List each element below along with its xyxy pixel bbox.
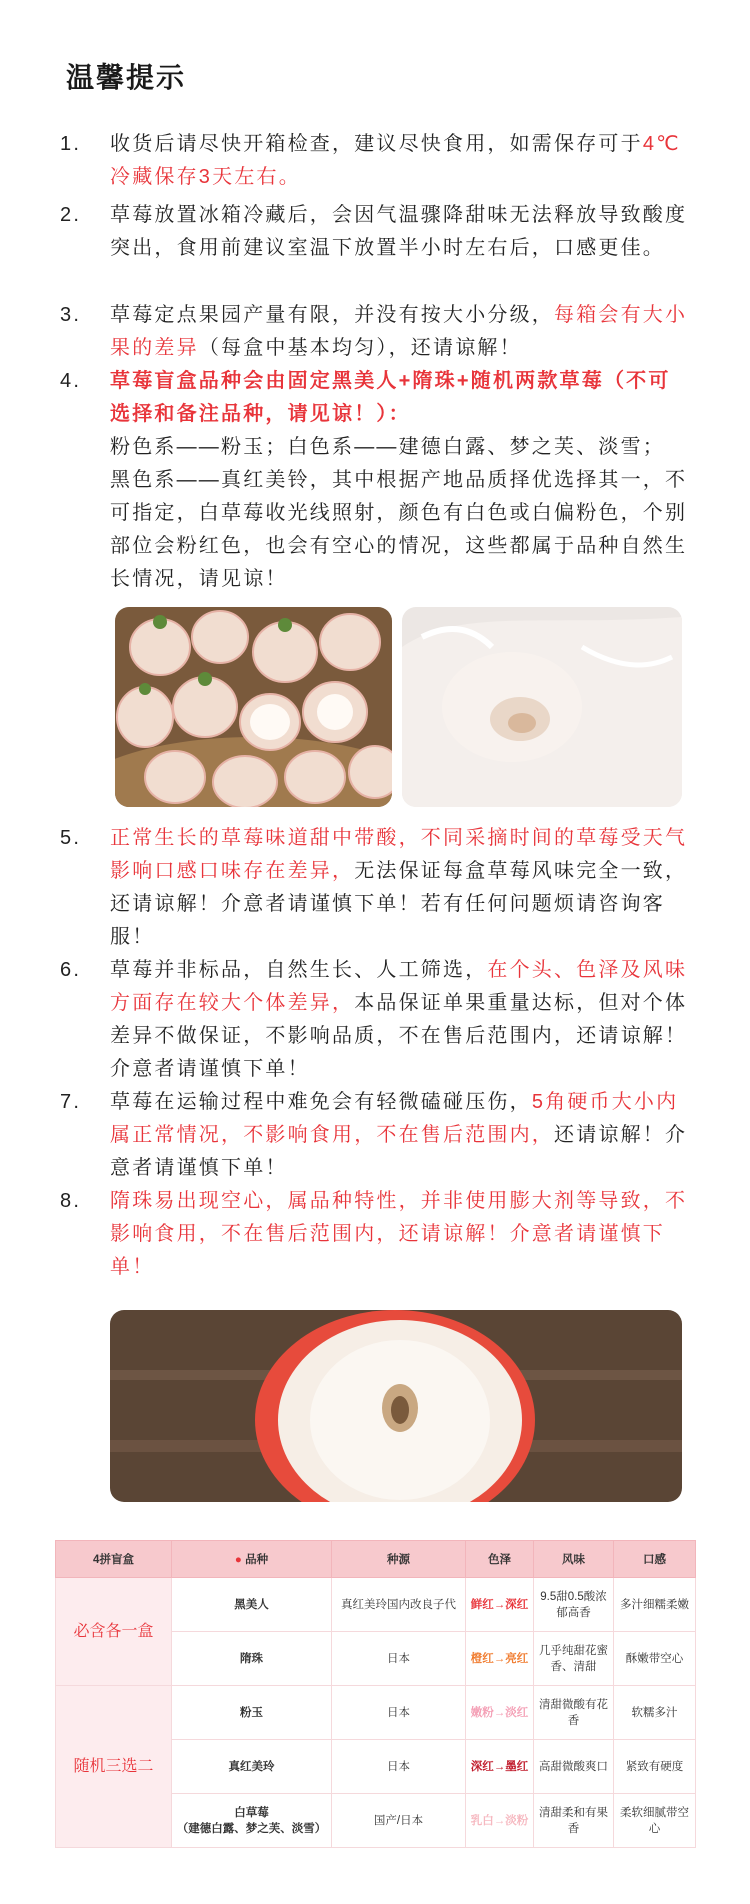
tip-text: 草莓并非标品，自然生长、人工筛选，在个头、色泽及风味方面存在较大个体差异，本品保证单果重量达标，但对个体差异不做保证，不影响品质，不在售后范围内，还请谅解！介意者请谨慎下单！ xyxy=(110,959,688,1080)
variety-cell: 白草莓 （建德白露、梦之芙、淡雪） xyxy=(172,1794,332,1848)
flavor-cell: 清甜微酸有花香 xyxy=(534,1686,614,1740)
tip-number: 5. xyxy=(60,827,82,849)
tip-item xyxy=(60,1185,690,1284)
tip-item xyxy=(60,954,690,1086)
tip-number: 3. xyxy=(60,304,82,326)
variety-cell: 粉玉 xyxy=(172,1686,332,1740)
texture-cell: 多汁细糯柔嫩 xyxy=(614,1578,696,1632)
origin-cell: 日本 xyxy=(332,1632,466,1686)
texture-cell: 柔软细腻带空心 xyxy=(614,1794,696,1848)
tip-text: 收货后请尽快开箱检查，建议尽快食用，如需保存可于4℃冷藏保存3天左右。 xyxy=(110,133,681,188)
blind-box-table xyxy=(55,1540,696,1848)
column-header: 4拼盲盒 xyxy=(56,1541,172,1578)
tip-item xyxy=(60,822,690,954)
origin-cell: 国产/日本 xyxy=(332,1794,466,1848)
texture-cell: 紧致有硬度 xyxy=(614,1740,696,1794)
group-label: 必含各一盒 xyxy=(56,1578,172,1686)
group-label: 随机三选二 xyxy=(56,1686,172,1848)
table-row xyxy=(56,1578,696,1632)
tip-number: 7. xyxy=(60,1091,82,1113)
column-header: 色泽 xyxy=(466,1541,534,1578)
tip-text: 草莓放置冰箱冷藏后，会因气温骤降甜味无法释放导致酸度突出，食用前建议室温下放置半小时左右后，口感更佳。 xyxy=(110,204,688,259)
tips-list-continued xyxy=(60,822,690,1284)
color-cell: 嫩粉→淡红 xyxy=(466,1686,534,1740)
color-cell: 橙红→亮红 xyxy=(466,1632,534,1686)
color-cell: 深红→墨红 xyxy=(466,1740,534,1794)
color-cell: 鲜红→深红 xyxy=(466,1578,534,1632)
tip-item xyxy=(60,128,690,199)
tip-item xyxy=(60,365,690,596)
color-cell: 乳白→淡粉 xyxy=(466,1794,534,1848)
tip-number: 8. xyxy=(60,1190,82,1212)
origin-cell: 日本 xyxy=(332,1686,466,1740)
tip-item xyxy=(60,1086,690,1185)
column-header: 口感 xyxy=(614,1541,696,1578)
flavor-cell: 几乎纯甜花蜜香、清甜 xyxy=(534,1632,614,1686)
hollow-strawberry-photo xyxy=(110,1310,682,1502)
tip-number: 4. xyxy=(60,370,82,392)
column-header: 种源 xyxy=(332,1541,466,1578)
tip-item xyxy=(60,199,690,299)
column-header: ● 品种 xyxy=(172,1541,332,1578)
tip-text: 草莓在运输过程中难免会有轻微磕碰压伤，5角硬币大小内属正常情况，不影响食用，不在售后范围内，还请谅解！介意者请谨慎下单！ xyxy=(110,1091,688,1179)
origin-cell: 真红美玲国内改良子代 xyxy=(332,1578,466,1632)
variety-cell: 隋珠 xyxy=(172,1632,332,1686)
table-row xyxy=(56,1686,696,1740)
strawberry-basket-photo xyxy=(115,607,392,807)
tips-list xyxy=(60,128,690,596)
column-header: 风味 xyxy=(534,1541,614,1578)
page-title: 温馨提示 xyxy=(66,62,187,93)
tip-number: 2. xyxy=(60,204,82,226)
tip-number: 1. xyxy=(60,133,82,155)
flavor-cell: 高甜微酸爽口 xyxy=(534,1740,614,1794)
tip-text: 草莓盲盒品种会由固定黑美人+隋珠+随机两款草莓（不可选择和备注品种，请见谅！）： 粉色系——粉玉；白色系——建德白露、梦之芙、淡雪； 黑色系——真红美铃，其中根据产地品质择优选择其一，不可指定，白草莓收光线照射，颜色有白色或白偏粉色，个别部位会粉红色，也会有空心的情况，这些都属于品种自然生长情况，请见谅！ xyxy=(110,370,688,590)
tip-item xyxy=(60,299,690,365)
texture-cell: 软糯多汁 xyxy=(614,1686,696,1740)
variety-cell: 真红美玲 xyxy=(172,1740,332,1794)
flavor-cell: 9.5甜0.5酸浓郁高香 xyxy=(534,1578,614,1632)
tip-text: 正常生长的草莓味道甜中带酸，不同采摘时间的草莓受天气影响口感口味存在差异，无法保证每盒草莓风味完全一致，还请谅解！介意者请谨慎下单！若有任何问题烦请咨询客服！ xyxy=(110,827,688,948)
tip-text: 隋珠易出现空心，属品种特性，并非使用膨大剂等导致，不影响食用，不在售后范围内，还请谅解！介意者请谨慎下单！ xyxy=(110,1190,688,1278)
flavor-cell: 清甜柔和有果香 xyxy=(534,1794,614,1848)
strawberry-icon: ● xyxy=(234,1554,242,1566)
variety-cell: 黑美人 xyxy=(172,1578,332,1632)
texture-cell: 酥嫩带空心 xyxy=(614,1632,696,1686)
strawberry-closeup-photo xyxy=(402,607,682,807)
tip-text: 草莓定点果园产量有限，并没有按大小分级，每箱会有大小果的差异（每盒中基本均匀），还请谅解！ xyxy=(110,304,688,359)
tip-number: 6. xyxy=(60,959,82,981)
origin-cell: 日本 xyxy=(332,1740,466,1794)
table-header-row xyxy=(56,1541,696,1578)
